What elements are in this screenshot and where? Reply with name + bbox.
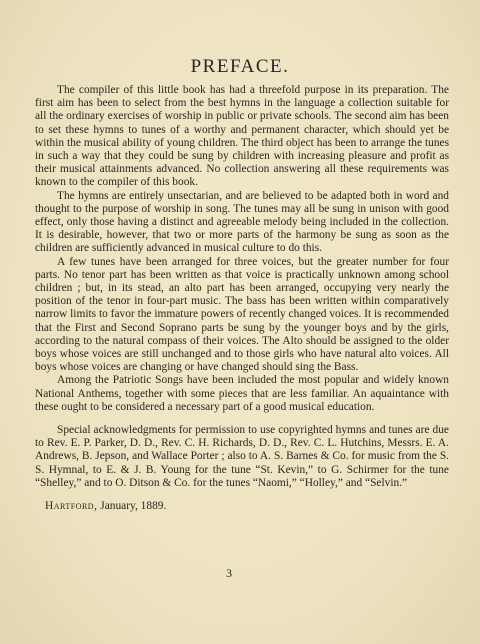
page-number: 3 <box>226 566 232 580</box>
dateline-place: Hartford, <box>45 500 98 513</box>
page-title: PREFACE. <box>190 56 290 77</box>
paragraph-2: The hymns are entirely unsectarian, and are believed to be adapted both in word and thought to the purpose of worship in song. The tunes may all be sung in unison with good effect, only those having a distinct and agreeable melody being included in the collection. It is desirable, however, that two or more parts of the harmony be sung as soon as the children are sufficiently advanced in musical culture to do this. <box>35 189 449 255</box>
paragraph-acknowledgments: Special acknowledgments for permission to use copyrighted hymns and tunes are due to Rev. E. P. Parker, D. D., Rev. C. H. Richards, D. D., Rev. C. L. Hutchins, Messrs. E. A. Andrews, B. Jepson, and Wallace Porter ; also to A. S. Barnes & Co. for music from the S. S. Hymnal, to E. & J. B. Young for the tune “St. Kevin,” to G. Schirmer for the tune “Shelley,” and to O. Ditson & Co. for the tunes “Naomi,” “Holley,” and “Selvin.” <box>35 424 449 489</box>
paragraph-3: A few tunes have been arranged for three voices, but the greater number for four parts. No tenor part has been written as that voice is practically unknown among school children ; but, in its stead, an alto part has been arranged, occupying very nearly the position of the tenor in four-part music. The bass has been written within comparatively narrow limits to favor the immature powers of recently changed voices. It is recommended that the First and Second Soprano parts be sung by the younger boys and by the girls, according to the natural compass of their voices. The Alto should be assigned to the older boys whose voices are still unchanged and to those girls who have natural alto voices. All boys whose voices are changing or have changed should sing the Bass. <box>35 255 449 374</box>
preface-body <box>35 84 449 513</box>
dateline <box>35 500 449 513</box>
paragraph-4: Among the Patriotic Songs have been included the most popular and widely known National Anthems, together with some pieces that are less familiar. An aquaintance with these ought to be considered a necessary part of a good musical education. <box>35 374 449 413</box>
paragraph-1: The compiler of this little book has had a threefold purpose in its preparation. The first aim has been to select from the best hymns in the language a collection suitable for all the ordinary exercises of worship in public or private schools. The second aim has been to set these hymns to tunes of a worthy and permanent character, which should yet be within the musical ability of young children. The third object has been to arrange the tunes in such a way that they could be sung by children with increasing pleasure and profit as their musical attainments advanced. No collection answering all these requirements was known to the compiler of this book. <box>35 84 449 189</box>
dateline-date: January, 1889. <box>100 500 167 513</box>
